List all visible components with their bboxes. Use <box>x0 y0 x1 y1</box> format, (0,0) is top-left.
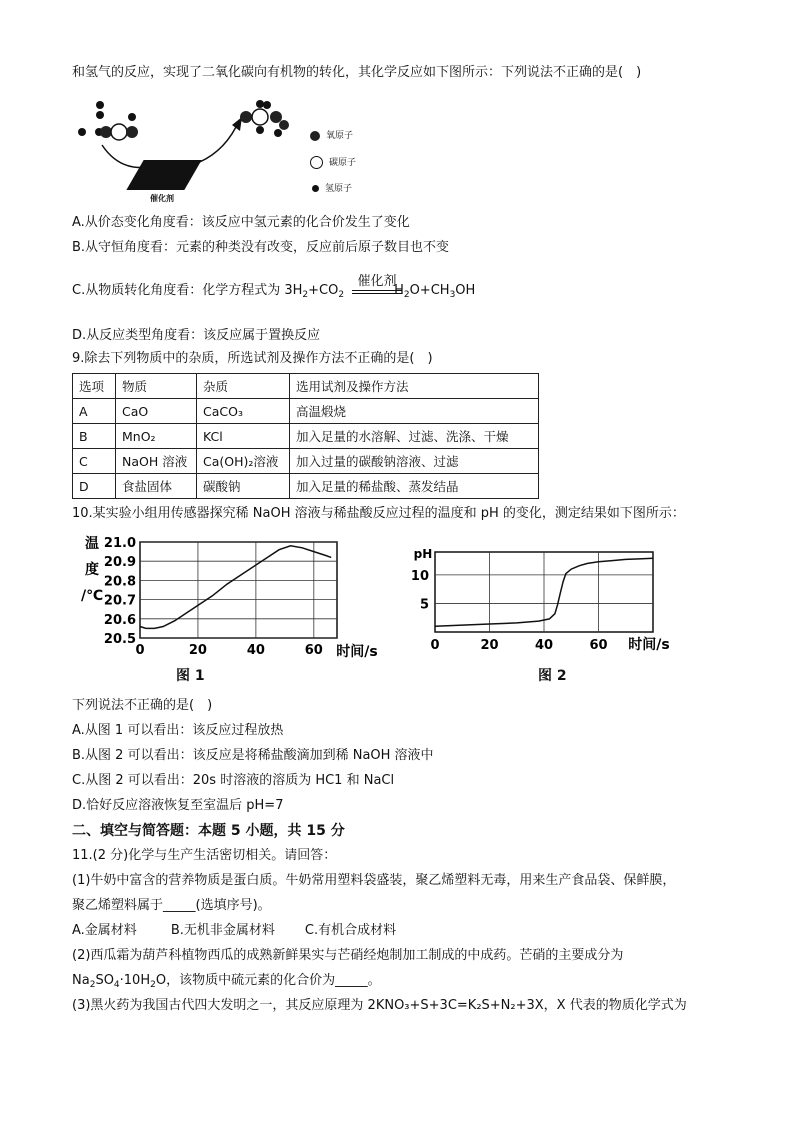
x-tick-label: 20 <box>480 638 499 653</box>
q8-option-d: D.从反应类型角度看：该反应属于置换反应 <box>72 328 321 343</box>
y-tick-label: 20.7 <box>103 593 136 609</box>
legend-oxygen: 氧原子 <box>310 128 353 141</box>
hydrogen-atom <box>256 100 264 108</box>
options-table <box>72 373 539 499</box>
q11-part-3-line-1: (3)黑火药为我国古代四大发明之一，其反应原理为 2KNO₃+S+3C=K₂S+N₂+3X，X 代表的物质化学式为 <box>72 998 687 1013</box>
q8-option-a: A.从价态变化角度看：该反应中氢元素的化合价发生了变化 <box>72 215 410 230</box>
equals-sign <box>352 290 402 294</box>
section-2-heading: 二、填空与简答题：本题 5 小题，共 15 分 <box>72 823 345 839</box>
x-tick-label: 40 <box>246 643 265 658</box>
q10-prompt: 下列说法不正确的是( ) <box>72 698 213 713</box>
y-tick-label: 21.0 <box>103 536 136 551</box>
oxygen-atom <box>126 126 138 138</box>
catalyst-condition: 催化剂 <box>352 270 402 294</box>
legend-carbon: 碳原子 <box>310 155 356 169</box>
legend-hydrogen: 氢原子 <box>310 181 352 194</box>
hydrogen-atom <box>256 126 264 134</box>
x-tick-label: 60 <box>304 643 323 658</box>
x-axis-label: 时间/s <box>336 644 378 660</box>
question-10: 10.某实验小组用传感器探究稀 NaOH 溶液与稀盐酸反应过程的温度和 pH 的变化，测定结果如下图所示： <box>72 506 685 521</box>
y-tick-label: 20.5 <box>103 632 136 647</box>
arrow-out <box>192 125 237 165</box>
carbon-atom <box>252 109 268 125</box>
oxygen-atom <box>279 120 289 130</box>
y-axis-label: 温 <box>85 536 99 552</box>
temperature-chart <box>72 532 378 662</box>
q8-option-c: C.从物质转化角度看：化学方程式为 $3H_2+CO_2$ $H_2O+CH_3OH$ <box>72 283 476 300</box>
table-row: C NaOH 溶液 Ca(OH)₂溶液 加入过量的碳酸钠溶液、过滤 <box>73 449 539 474</box>
y-axis-label: 度 <box>85 562 99 578</box>
q11-options: A.金属材料 B.无机非金属材料 C.有机合成材料 <box>72 923 397 938</box>
x-tick-label: 20 <box>188 643 207 658</box>
hydrogen-atom <box>274 129 282 137</box>
carbon-atom <box>111 124 127 140</box>
hydrogen-atom <box>128 113 136 121</box>
oxygen-atom <box>100 126 112 138</box>
q11-part-1-line-2: 聚乙烯塑料属于_____(选填序号)。 <box>72 898 271 913</box>
y-tick-label: 10 <box>410 568 429 584</box>
table-row: B MnO₂ KCl 加入足量的水溶解、过滤、洗涤、干燥 <box>73 424 539 449</box>
q11-part-2-line-1: (2)西瓜霜为葫芦科植物西瓜的成熟新鲜果实与芒硝经炮制加工制成的中成药。芒硝的主要成分为 <box>72 948 624 963</box>
q10-option-c: C.从图 2 可以看出：20s 时溶液的溶质为 HC1 和 NaCl <box>72 773 395 788</box>
oxygen-atom <box>270 111 282 123</box>
question-9: 9.除去下列物质中的杂质，所选试剂及操作方法不正确的是( ) <box>72 351 433 366</box>
q8-option-b: B.从守恒角度看：元素的种类没有改变，反应前后原子数目也不变 <box>72 240 450 255</box>
y-tick-label: 20.9 <box>103 555 136 571</box>
y-tick-label: 5 <box>419 597 429 613</box>
q11-part-2-line-2: $Na_2SO_4\cdot 10H_2O$，该物质中硫元素的化合价为_____。 <box>72 973 381 990</box>
y-axis-label: /℃ <box>80 588 104 604</box>
table-row: A CaO CaCO₃ 高温煅烧 <box>73 399 539 424</box>
temperature-series-line <box>140 546 331 629</box>
hydrogen-atom <box>96 101 104 109</box>
ph-chart <box>405 540 680 662</box>
x-tick-label: 0 <box>430 638 440 653</box>
table-row: D 食盐固体 碳酸钠 加入足量的稀盐酸、蒸发结晶 <box>73 474 539 499</box>
question-11: 11.(2 分)化学与生产生活密切相关。请回答： <box>72 848 337 863</box>
figure-1-caption: 图 1 <box>176 668 205 684</box>
figure-2-caption: 图 2 <box>538 668 567 684</box>
catalyst-label: 催化剂 <box>150 194 174 203</box>
q10-option-a: A.从图 1 可以看出：该反应过程放热 <box>72 723 284 738</box>
carbon-atom-icon <box>310 156 323 169</box>
y-tick-label: 20.8 <box>103 574 136 590</box>
y-tick-label: 20.6 <box>103 612 136 628</box>
y-axis-label: pH <box>413 547 433 561</box>
question-intro: 和氢气的反应，实现了二氧化碳向有机物的转化，其化学反应如下图所示：下列说法不正确的是( ) <box>72 65 642 80</box>
hydrogen-atom <box>78 128 86 136</box>
q10-option-d: D.恰好反应溶液恢复至室温后 pH=7 <box>72 798 284 813</box>
x-tick-label: 40 <box>534 638 554 653</box>
oxygen-atom <box>240 111 252 123</box>
hydrogen-atom <box>263 101 271 109</box>
oxygen-atom-icon <box>310 131 320 141</box>
x-tick-label: 0 <box>135 643 145 658</box>
reaction-diagram <box>72 95 302 210</box>
hydrogen-atom-icon <box>312 185 319 192</box>
q11-part-1-line-1: (1)牛奶中富含的营养物质是蛋白质。牛奶常用塑料袋盛装，聚乙烯塑料无毒，用来生产食品袋、保鲜膜， <box>72 873 676 888</box>
table-header-row: 选项 物质 杂质 选用试剂及操作方法 <box>73 374 539 399</box>
x-tick-label: 60 <box>589 638 608 653</box>
q10-option-b: B.从图 2 可以看出：该反应是将稀盐酸滴加到稀 NaOH 溶液中 <box>72 748 434 763</box>
x-axis-label: 时间/s <box>628 637 670 653</box>
hydrogen-atom <box>96 111 104 119</box>
